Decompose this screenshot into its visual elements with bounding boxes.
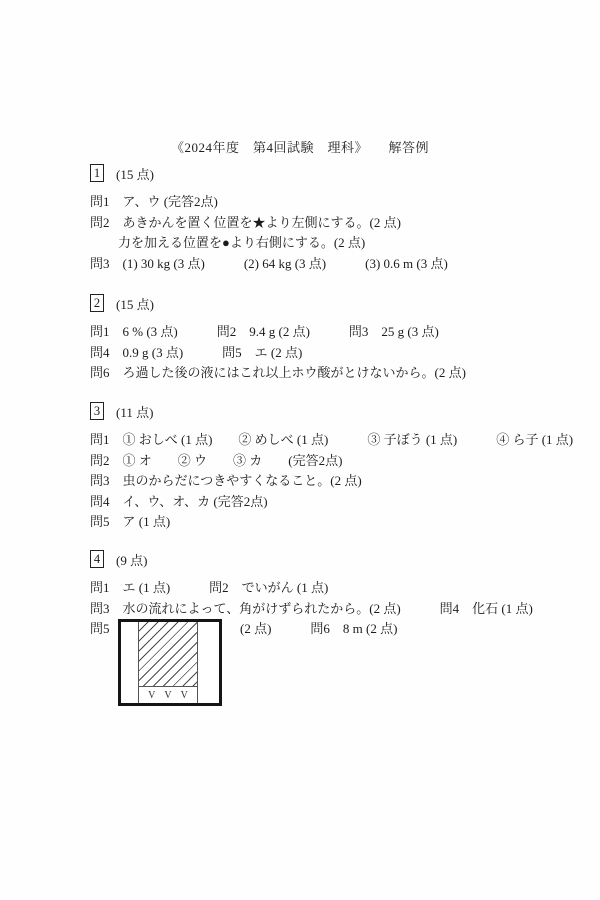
answer-row: 問2 あきかんを置く位置を★より左側にする。(2 点): [90, 214, 401, 230]
answer-row-q5: [90, 619, 560, 706]
v-mark: V: [148, 689, 156, 701]
section-2-header: [90, 293, 560, 313]
hatched-rock-layer: [139, 622, 197, 687]
answer-row: 力を加える位置を●より右側にする。(2 点): [118, 235, 366, 250]
section-4-rows: [90, 578, 560, 706]
section-number-box: 2: [90, 294, 104, 312]
section-points: (15 点): [116, 166, 154, 182]
v-mark: V: [180, 689, 188, 701]
section-3-rows: [90, 430, 574, 533]
section-number-box: 1: [90, 164, 104, 182]
answer-row: 問3 水の流れによって、角がけずられたから。(2 点) 問4 化石 (1 点): [90, 600, 533, 616]
answer-row: 問4 イ、ウ、オ、カ (完答2点): [90, 493, 268, 509]
answer-row: 問1 エ (1 点) 問2 でいがん (1 点): [90, 580, 329, 595]
answer-row: 問1 ア、ウ (完答2点): [90, 194, 218, 209]
question-label: 問5: [90, 621, 110, 636]
answer-row: 問2 ① オ ② ウ ③ カ (完答2点): [90, 452, 343, 468]
strata-diagram: [118, 619, 222, 706]
answer-row: 問4 0.9 g (3 点) 問5 エ (2 点): [90, 344, 303, 360]
section-3: [90, 401, 574, 533]
answer-row: 問1 ① おしべ (1 点) ② めしべ (1 点) ③ 子ぼう (1 点) ④ ら子 (1 点): [90, 432, 574, 447]
section-1-rows: [90, 192, 560, 274]
section-number-box: 4: [90, 550, 104, 568]
section-2: [90, 293, 560, 384]
section-2-rows: [90, 322, 560, 384]
answer-row: 問5 ア (1 点): [90, 514, 171, 529]
answer-caption: (2 点) 問6 8 m (2 点): [240, 621, 398, 636]
section-1-header: [90, 163, 560, 183]
section-points: (9 点): [116, 552, 148, 568]
answer-row: 問6 ろ過した後の液にはこれ以上ホウ酸がとけないから。(2 点): [90, 365, 466, 380]
answer-row: 問3 虫のからだにつきやすくなること。(2 点): [90, 473, 362, 488]
section-points: (15 点): [116, 296, 154, 312]
section-4-header: [90, 549, 560, 569]
section-3-header: [90, 401, 560, 421]
section-1: [90, 163, 560, 274]
page-title: 《2024年度 第4回試験 理科》 解答例: [170, 140, 429, 155]
answer-row: 問3 (1) 30 kg (3 点) (2) 64 kg (3 点) (3) 0.6 m (3 点): [90, 255, 448, 271]
answer-row: 問1 6 % (3 点) 問2 9.4 g (2 点) 問3 25 g (3 点): [90, 324, 439, 339]
section-4: [90, 549, 560, 706]
strata-column: [138, 622, 198, 703]
section-points: (11 点): [116, 404, 154, 420]
volcanic-ash-layer: [139, 686, 197, 703]
section-number-box: 3: [90, 402, 104, 420]
v-mark: V: [164, 689, 172, 701]
